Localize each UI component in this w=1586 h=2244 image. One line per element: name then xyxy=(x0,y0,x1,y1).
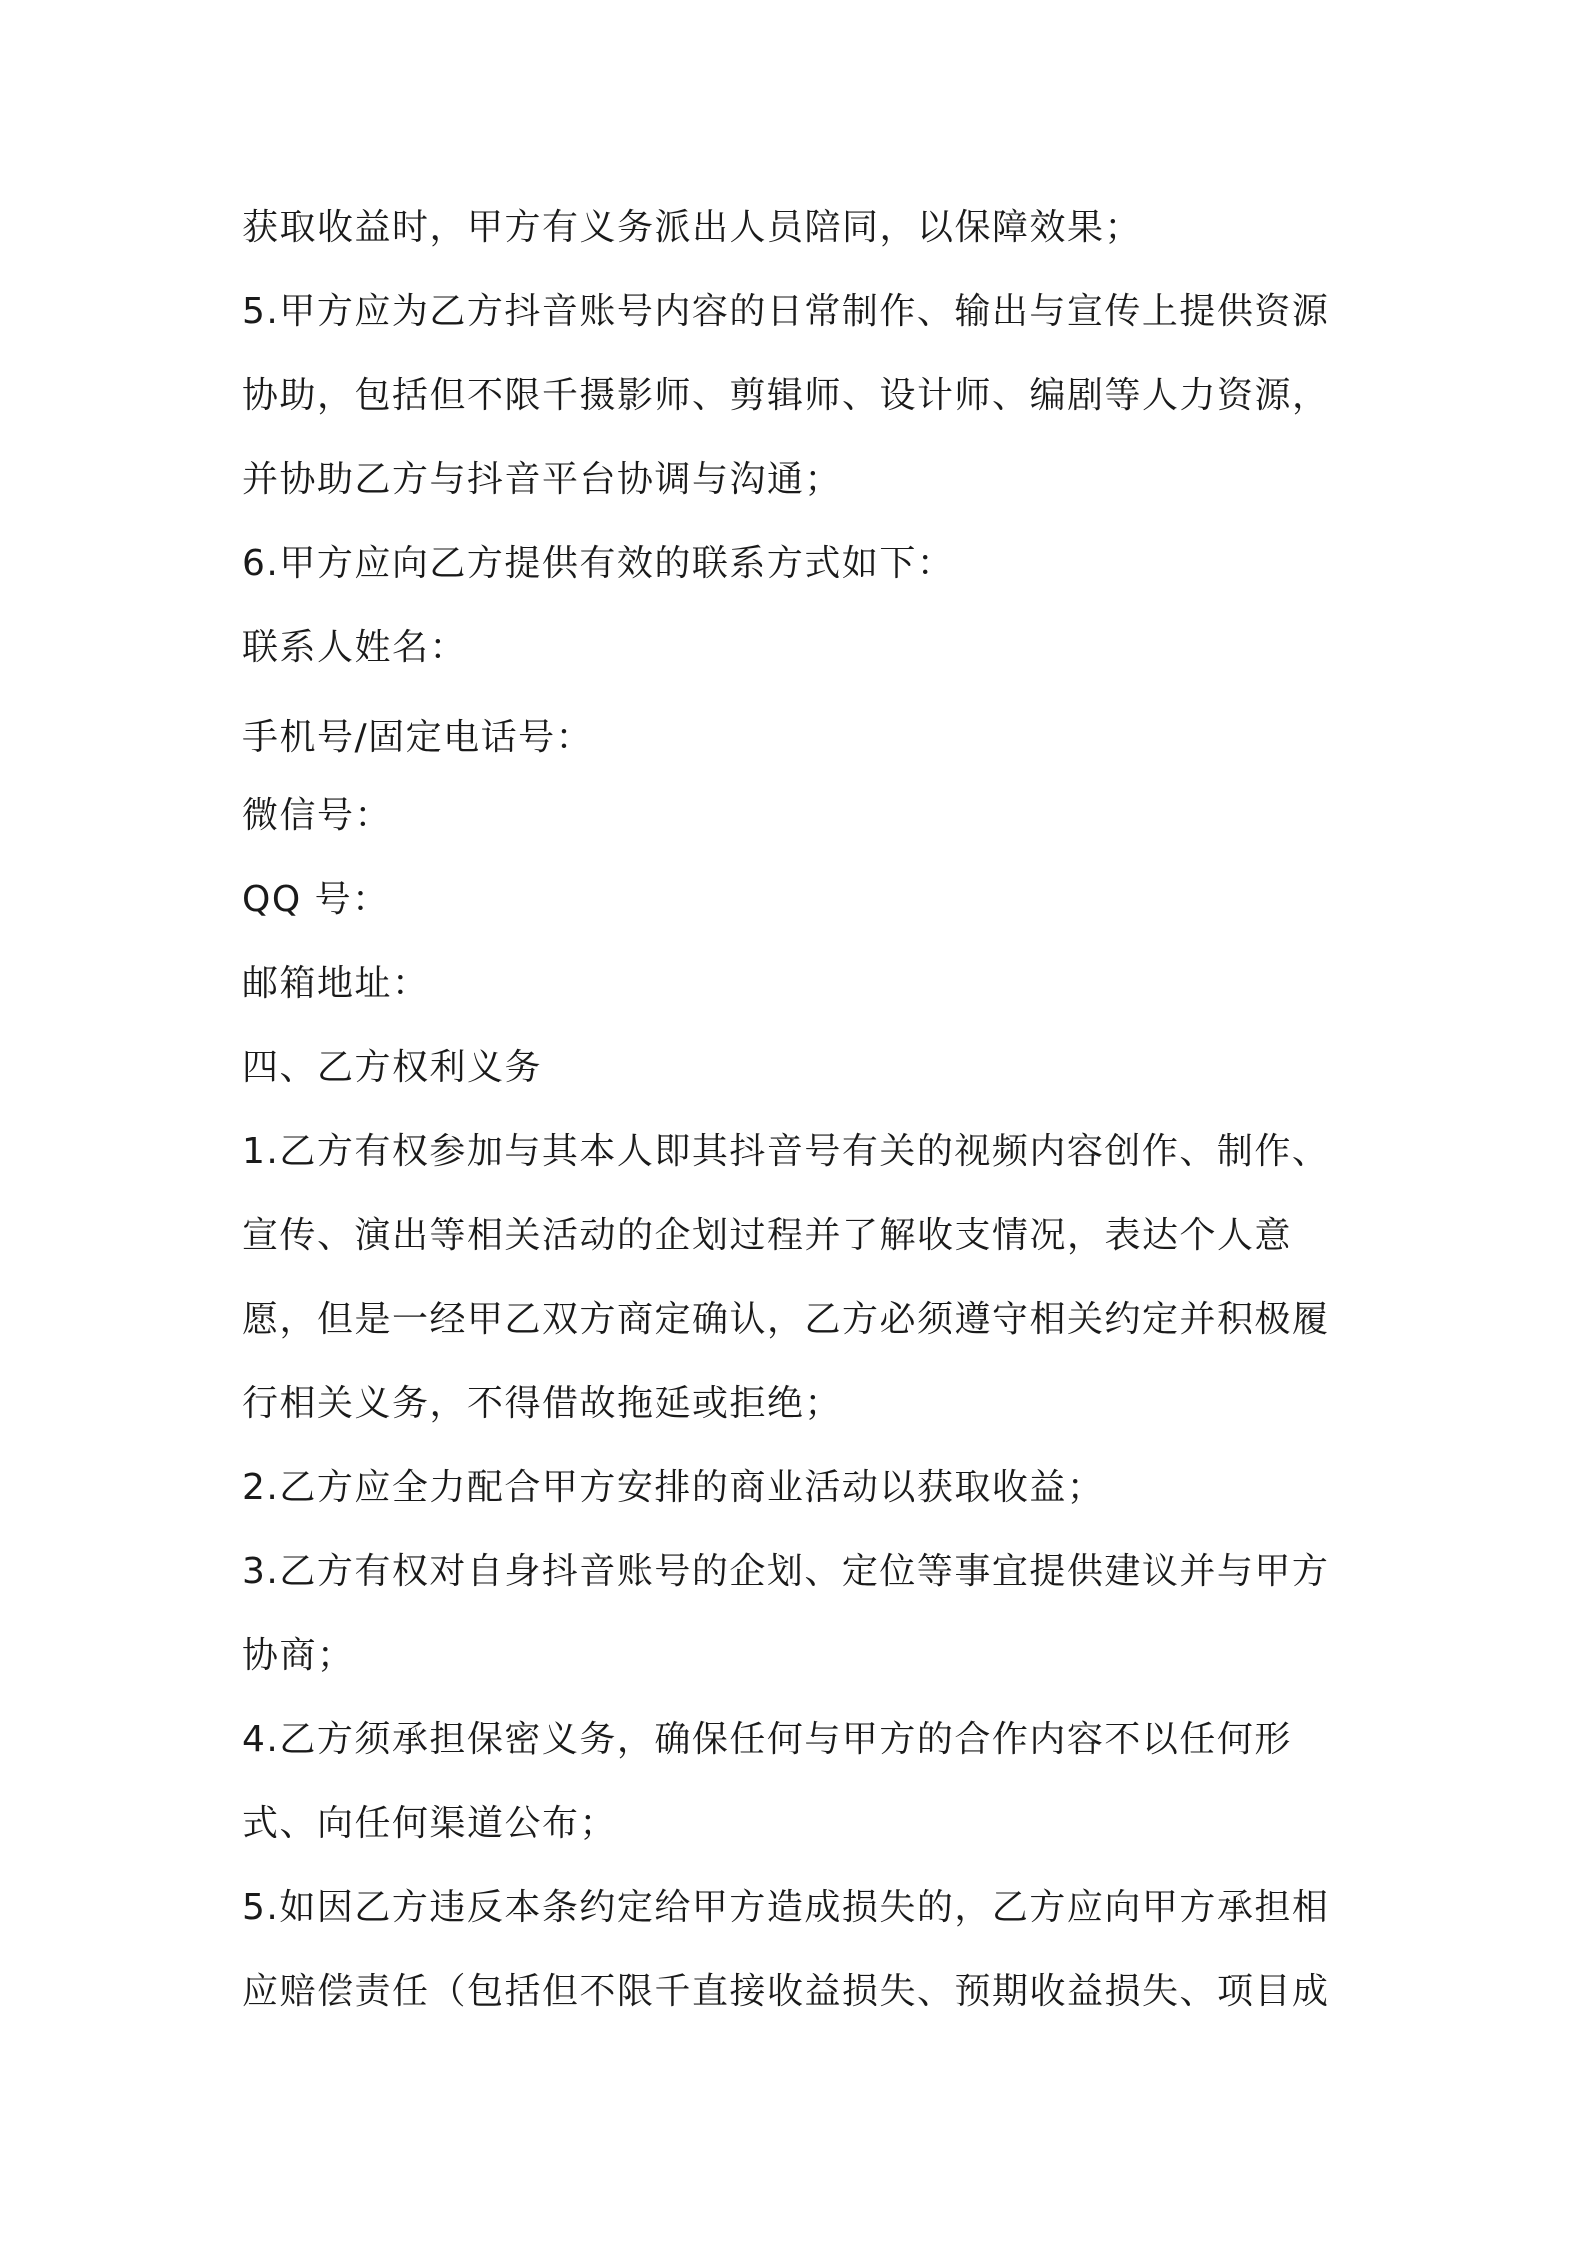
section-heading: 四、乙方权利义务 xyxy=(242,1047,543,1088)
text-line: 5.甲方应为乙方抖音账号内容的日常制作、输出与宣传上提供资源 xyxy=(242,291,1330,332)
text-line: 获取收益时，甲方有义务派出人员陪同，以保障效果； xyxy=(242,207,1143,248)
contact-phone-label: 手机号/固定电话号： xyxy=(242,717,594,758)
text-line: 应赔偿责任（包括但不限千直接收益损失、预期收益损失、项目成 xyxy=(242,1971,1330,2012)
contact-email-label: 邮箱地址： xyxy=(242,963,430,1004)
text-line: 协商； xyxy=(242,1635,355,1676)
text-line: 协助，包括但不限千摄影师、剪辑师、设计师、编剧等人力资源， xyxy=(242,375,1330,416)
text-line: 5.如因乙方违反本条约定给甲方造成损失的，乙方应向甲方承担相 xyxy=(242,1887,1330,1928)
contact-qq-label: QQ 号： xyxy=(242,879,390,920)
text-line: 4.乙方须承担保密义务，确保任何与甲方的合作内容不以任何形 xyxy=(242,1719,1292,1760)
text-line: 式、向任何渠道公布； xyxy=(242,1803,618,1844)
contact-name-label: 联系人姓名： xyxy=(242,627,468,668)
text-line: 愿，但是一经甲乙双方商定确认，乙方必须遵守相关约定并积极履 xyxy=(242,1299,1330,1340)
contact-wechat-label: 微信号： xyxy=(242,795,393,836)
text-line: 宣传、演出等相关活动的企划过程并了解收支情况，表达个人意 xyxy=(242,1215,1293,1256)
text-line: 并协助乙方与抖音平台协调与沟通； xyxy=(242,459,843,500)
text-line: 行相关义务，不得借故拖延或拒绝； xyxy=(242,1383,843,1424)
text-line: 1.乙方有权参加与其本人即其抖音号有关的视频内容创作、制作、 xyxy=(242,1131,1330,1172)
text-line: 6.甲方应向乙方提供有效的联系方式如下： xyxy=(242,543,955,584)
text-line: 3.乙方有权对自身抖音账号的企划、定位等事宜提供建议并与甲方 xyxy=(242,1551,1330,1592)
text-line: 2.乙方应全力配合甲方安排的商业活动以获取收益； xyxy=(242,1467,1105,1508)
